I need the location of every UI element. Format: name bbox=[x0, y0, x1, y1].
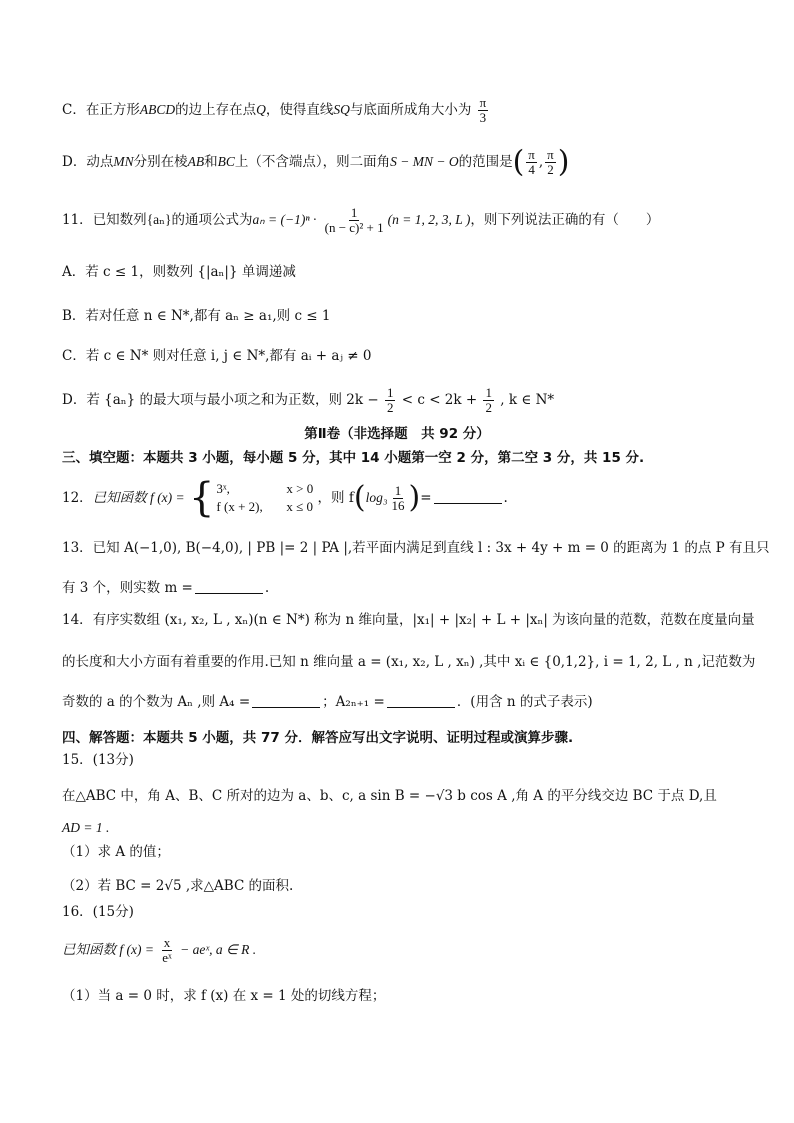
q15-line-2: AD = 1 . bbox=[62, 820, 110, 835]
q15-heading: 15．(13分) bbox=[62, 752, 134, 768]
q12: 12．已知函数 f (x) = { 3ˣ, x > 0 f (x + 2), x ≤ 0 ，则 f(log₃ $\frac{1}{16}$ )= . bbox=[62, 475, 508, 521]
q11-option-a: A．若 c ≤ 1，则数列 {|aₙ|} 单调递减 bbox=[62, 264, 296, 280]
q10-option-c: C．在正方形ABCD的边上存在点Q，使得直线SQ与底面所成角大小为 $\frac{\pi}{3}$ bbox=[62, 95, 487, 125]
q15-part-1: （1）求 A 的值； bbox=[62, 844, 170, 860]
fraction-pi-over-3: $\frac{\pi}{3}$ bbox=[479, 95, 487, 125]
q13-line-2: 有 3 个，则实数 m = . bbox=[62, 580, 270, 596]
part-2-title: 第Ⅱ卷（非选择题 共 92 分） bbox=[304, 426, 490, 442]
piecewise-function: { 3ˣ, x > 0 f (x + 2), x ≤ 0 bbox=[188, 475, 314, 521]
answer-blank bbox=[434, 489, 502, 504]
q10-option-d: D．动点MN分别在棱AB和BC上（不含端点），则二面角S − MN − O的范围是( $\frac{\pi}{4}$ , $\frac{\pi}{2}$ ) bbox=[62, 144, 570, 180]
q11-option-b: B．若对任意 n ∈ N*,都有 aₙ ≥ a₁,则 c ≤ 1 bbox=[62, 308, 331, 324]
q16-stem: 已知函数 f (x) = $\frac{x}{\text{eˣ}}$ − aeˣ, a ∈ R . bbox=[62, 935, 257, 965]
q14-line-2: 的长度和大小方面有着重要的作用.已知 n 维向量 a = (x₁, x₂, L , xₙ) ,其中 xᵢ ∈ {0,1,2}, i = 1, 2, L , n ,记范数为 bbox=[62, 654, 756, 670]
section-3-heading: 三、填空题：本题共 3 小题，每小题 5 分，其中 14 小题第一空 2 分，第二空 3 分，共 15 分. bbox=[62, 450, 645, 466]
q16-part-1: （1）当 a = 0 时，求 f (x) 在 x = 1 处的切线方程； bbox=[62, 988, 386, 1004]
q14-line-1: 14．有序实数组 (x₁, x₂, L , xₙ)(n ∈ N*) 称为 n 维向量，|x₁| + |x₂| + L + |xₙ| 为该向量的范数，范数在度量向量 bbox=[62, 612, 755, 628]
answer-blank bbox=[252, 693, 320, 708]
q15-part-2: （2）若 BC = 2√5 ,求△ABC 的面积. bbox=[62, 878, 294, 894]
answer-blank bbox=[387, 693, 455, 708]
q11-option-c: C．若 c ∈ N* 则对任意 i, j ∈ N*,都有 aᵢ + aⱼ ≠ 0 bbox=[62, 348, 372, 364]
q15-line-1: 在△ABC 中，角 A、B、C 所对的边为 a、b、c, a sin B = −√3 b cos A ,角 A 的平分线交边 BC 于点 D,且 bbox=[62, 788, 717, 804]
q11-stem: 11．已知数列{aₙ}的通项公式为aₙ = (−1)ⁿ · $\frac{1}{\text{(n − c)² + 1}}$ (n = 1, 2, 3, L )，则下列说法正确的有（ ） bbox=[62, 205, 660, 235]
q11-option-d: D．若 {aₙ} 的最大项与最小项之和为正数，则 2k − $\frac{1}{2}$ < c < 2k + $\frac{1}{2}$ , k ∈ N* bbox=[62, 385, 555, 415]
q13-line-1: 13．已知 A(−1,0), B(−4,0), | PB |= 2 | PA |,若平面内满足到直线 l : 3x + 4y + m = 0 的距离为 1 的点 P 有且只 bbox=[62, 540, 770, 556]
q16-heading: 16．(15分) bbox=[62, 904, 134, 920]
answer-blank bbox=[195, 579, 263, 594]
section-4-heading: 四、解答题：本题共 5 小题，共 77 分．解答应写出文字说明、证明过程或演算步骤. bbox=[62, 730, 574, 746]
q14-line-3: 奇数的 a 的个数为 Aₙ ,则 A₄ = ；A₂ₙ₊₁ = ．(用含 n 的式子表示) bbox=[62, 694, 593, 710]
